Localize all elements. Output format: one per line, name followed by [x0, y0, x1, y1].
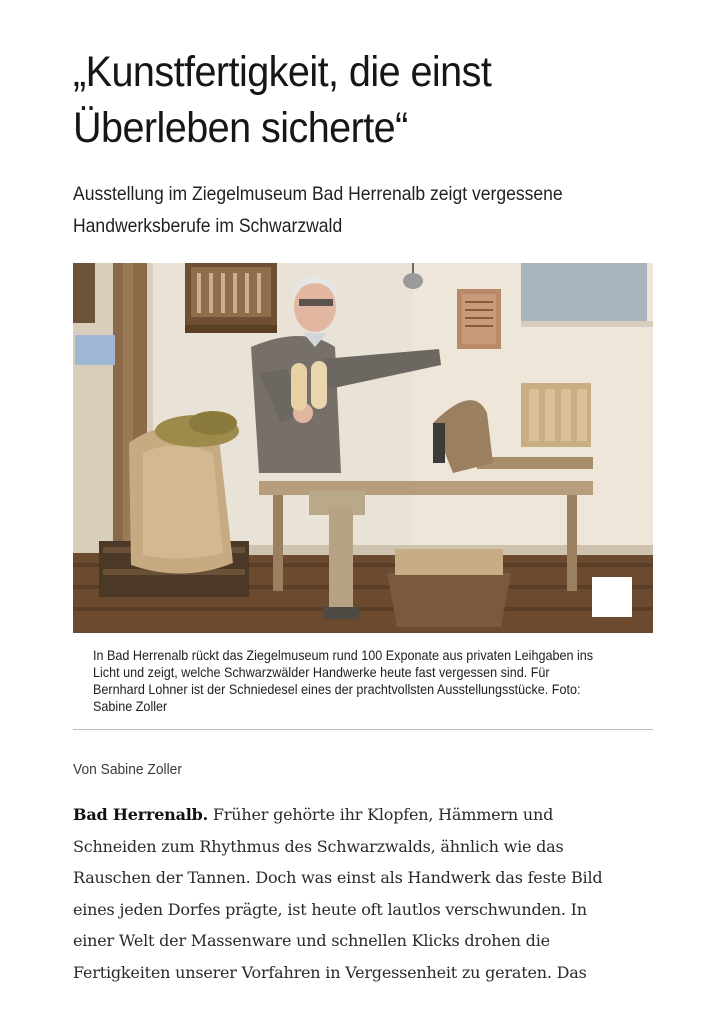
photo-overlay-square	[592, 577, 632, 617]
subheadline-line-2: Handwerksberufe im Schwarzwald	[73, 215, 343, 237]
body-line-6: Fertigkeiten unserer Vorfahren in Vergessenheit zu geraten. Das	[73, 962, 587, 982]
article-byline: Von Sabine Zoller	[73, 761, 182, 778]
body-line-3: Rauschen der Tannen. Doch was einst als Handwerk das feste Bild	[73, 868, 603, 887]
body-line-4: eines jeden Dorfes prägte, ist heute oft lautlos verschwunden. In	[73, 899, 587, 919]
body-line-5: einer Welt der Massenware und schnellen Klicks drohen die	[73, 931, 550, 950]
article-headline	[73, 44, 607, 156]
body-line-1: Früher gehörte ihr Klopfen, Hämmern und	[212, 805, 554, 824]
article-subheadline	[73, 178, 613, 242]
body-line-2: Schneiden zum Rhythmus des Schwarzwalds, ähnlich wie das	[73, 836, 564, 856]
caption-divider	[73, 729, 653, 730]
article-body	[73, 799, 653, 988]
headline-line-1: „Kunstfertigkeit, die einst	[73, 48, 492, 96]
photo-illustration	[73, 263, 653, 633]
caption-line-4: Sabine Zoller	[93, 698, 168, 714]
headline-line-2: Überleben sicherte“	[73, 104, 408, 152]
caption-line-3: Bernhard Lohner ist der Schniedesel eines der prachtvollsten Ausstellungsstücke. Foto:	[93, 681, 581, 697]
caption-line-2: Licht und zeigt, welche Schwarzwälder Handwerke heute fast vergessen sind. Für	[93, 664, 550, 680]
photo-caption	[93, 647, 633, 715]
caption-line-1: In Bad Herrenalb rückt das Ziegelmuseum rund 100 Exponate aus privaten Leihgaben ins	[93, 647, 594, 663]
subheadline-line-1: Ausstellung im Ziegelmuseum Bad Herrenalb zeigt vergessene	[73, 183, 563, 205]
article-dateline: Bad Herrenalb.	[73, 805, 209, 824]
article-photo[interactable]	[73, 263, 653, 633]
